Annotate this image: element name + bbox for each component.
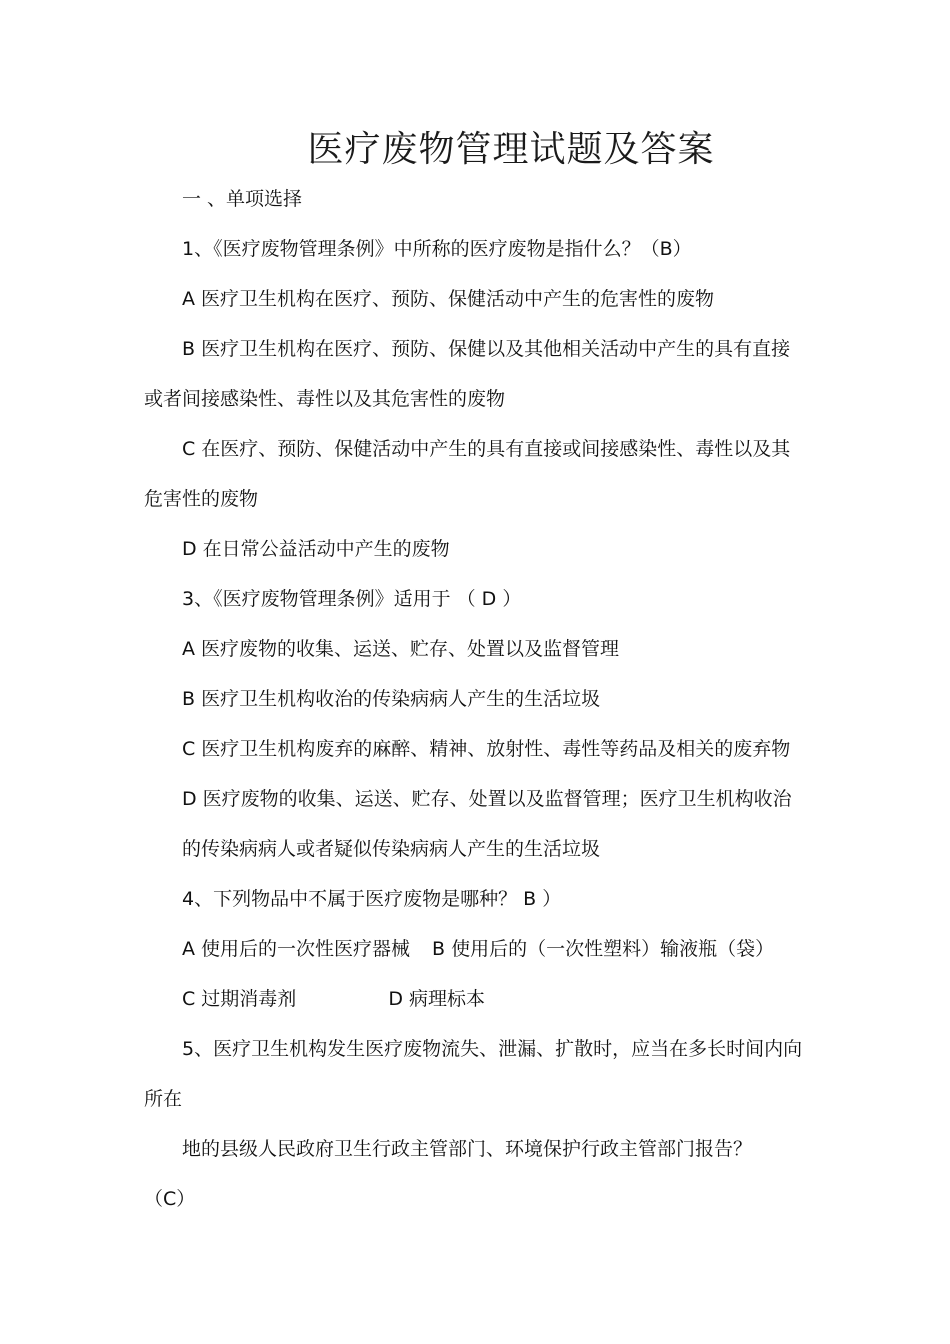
question-4-options-cd <box>182 986 485 1012</box>
question-1-option-c-line1: C 在医疗、预防、保健活动中产生的具有直接或间接感染性、毒性以及其 <box>182 438 791 460</box>
question-3-option-c: C 医疗卫生机构废弃的麻醉、精神、放射性、毒性等药品及相关的废弃物 <box>182 738 791 760</box>
question-5-answer: （C） <box>144 1188 196 1210</box>
question-1-stem: 1、《医疗废物管理条例》中所称的医疗废物是指什么？（B） <box>182 238 692 260</box>
question-5-stem-line1: 5、医疗卫生机构发生医疗废物流失、泄漏、扩散时，应当在多长时间内向 <box>182 1038 803 1060</box>
question-1-option-a: A 医疗卫生机构在医疗、预防、保健活动中产生的危害性的废物 <box>182 288 715 310</box>
question-3-option-a: A 医疗废物的收集、运送、贮存、处置以及监督管理 <box>182 638 620 660</box>
section-heading: 一 、单项选择 <box>182 188 303 210</box>
question-4-option-c: C 过期消毒剂 <box>182 988 297 1010</box>
question-1-option-b-line1: B 医疗卫生机构在医疗、预防、保健以及其他相关活动中产生的具有直接 <box>182 338 791 360</box>
question-4-stem: 4、下列物品中不属于医疗废物是哪种？ B ） <box>182 888 562 910</box>
question-1-option-b-line2: 或者间接感染性、毒性以及其危害性的废物 <box>144 388 506 410</box>
question-1-option-d: D 在日常公益活动中产生的废物 <box>182 538 450 560</box>
question-3-stem: 3、《医疗废物管理条例》适用于 （ D ） <box>182 588 522 610</box>
question-5-stem-line2: 所在 <box>144 1088 183 1110</box>
question-4-options-ab <box>182 936 774 962</box>
question-4-option-d: D 病理标本 <box>388 988 485 1010</box>
question-5-stem-line3: 地的县级人民政府卫生行政主管部门、环境保护行政主管部门报告？ <box>182 1138 753 1160</box>
question-3-option-d-line2: 的传染病病人或者疑似传染病病人产生的生活垃圾 <box>182 838 601 860</box>
question-4-option-b: B 使用后的（一次性塑料）输液瓶（袋） <box>432 938 775 960</box>
question-3-option-d-line1: D 医疗废物的收集、运送、贮存、处置以及监督管理；医疗卫生机构收治 <box>182 788 792 810</box>
question-3-option-b: B 医疗卫生机构收治的传染病病人产生的生活垃圾 <box>182 688 601 710</box>
document-title: 医疗废物管理试题及答案 <box>307 129 715 170</box>
question-4-option-a: A 使用后的一次性医疗器械 <box>182 938 411 960</box>
question-1-option-c-line2: 危害性的废物 <box>144 488 259 510</box>
